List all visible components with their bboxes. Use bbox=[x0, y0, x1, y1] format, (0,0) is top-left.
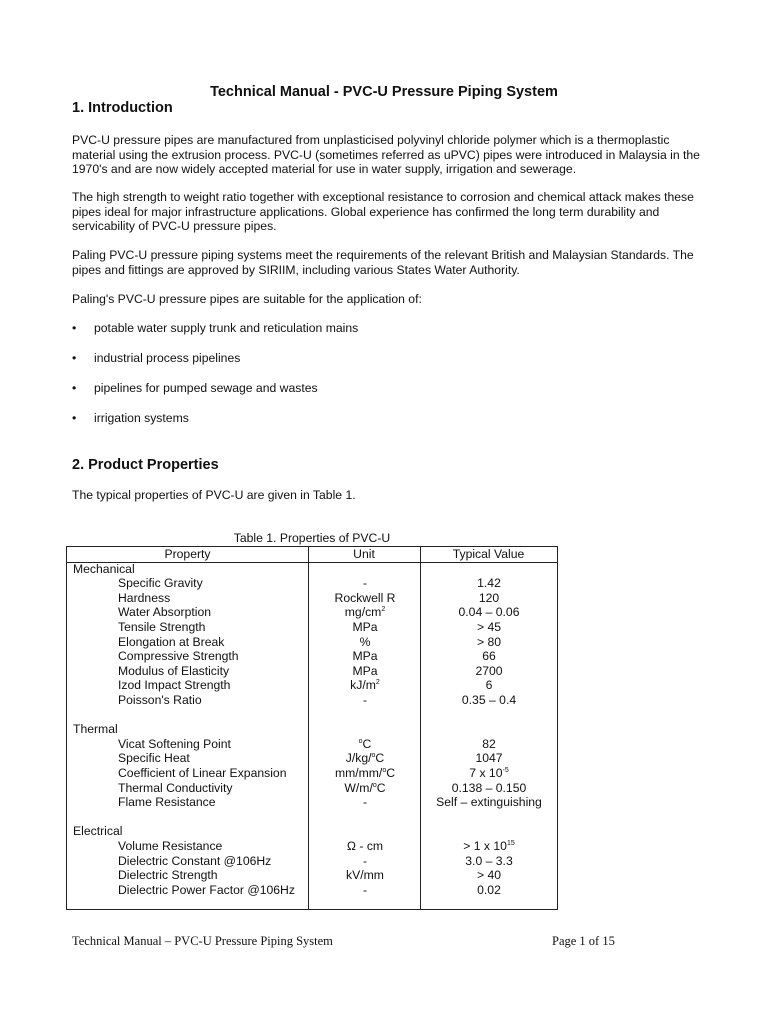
table-cell-property: Compressive Strength bbox=[118, 649, 239, 664]
table-row bbox=[67, 693, 557, 708]
table-row bbox=[67, 649, 557, 664]
table-header-property: Property bbox=[164, 547, 211, 561]
table-row bbox=[67, 737, 557, 752]
table-cell-unit: MPa bbox=[352, 649, 378, 664]
table-row bbox=[67, 678, 557, 693]
table-cell-value: Self – extinguishing bbox=[436, 795, 542, 810]
table-header-typical-value: Typical Value bbox=[452, 547, 525, 561]
table-category-row bbox=[67, 824, 557, 839]
bullet-icon: • bbox=[72, 381, 77, 395]
table-cell-unit: $mg/cm^2$ bbox=[344, 605, 386, 620]
table-row bbox=[67, 795, 557, 810]
table-cell-value: 6 bbox=[485, 678, 493, 693]
table-cell-value: 0.138 – 0.150 bbox=[451, 780, 527, 795]
table-row bbox=[67, 620, 557, 635]
section-heading-product-properties: 2. Product Properties bbox=[72, 457, 219, 473]
table-cell-property: Flame Resistance bbox=[118, 795, 216, 810]
table-cell-value: > 45 bbox=[476, 619, 502, 634]
footer-title: Technical Manual – PVC-U Pressure Piping System bbox=[72, 934, 333, 948]
unit-superscript: 2 bbox=[381, 606, 386, 614]
table-cell-value: 0.35 – 0.4 bbox=[461, 692, 517, 707]
table-cell-unit: MPa bbox=[352, 663, 378, 678]
unit-superscript: o bbox=[358, 737, 363, 745]
table-row bbox=[67, 591, 557, 606]
table-cell-value: 1.42 bbox=[477, 576, 501, 591]
table-cell-value: 1047 bbox=[475, 751, 503, 766]
table-cell-unit: MPa bbox=[352, 619, 378, 634]
table-cell-value: 7 x $10^{-5}$ bbox=[469, 765, 509, 780]
table-cell-value: > 80 bbox=[476, 634, 502, 649]
table-cell-unit: kV/mm bbox=[346, 868, 384, 883]
table-cell-property: Elongation at Break bbox=[118, 634, 225, 649]
table-cell-value: 82 bbox=[482, 736, 496, 751]
table-cell-unit: Ω - cm bbox=[346, 838, 384, 853]
table-spacer-row bbox=[67, 708, 557, 723]
intro-paragraph-4: Paling's PVC-U pressure pipes are suitable for the application of: bbox=[72, 292, 422, 306]
table-row bbox=[67, 664, 557, 679]
intro-paragraph-3: Paling PVC-U pressure piping systems meet the requirements of the relevant British and Malaysian Standards. The pipes and fittings are approved by SIRIIM, including various States Water Authority. bbox=[72, 248, 694, 277]
table-category-label: Thermal bbox=[73, 722, 118, 737]
table-cell-property: Dielectric Power Factor @106Hz bbox=[118, 882, 295, 897]
intro-paragraph-2: The high strength to weight ratio together with exceptional resistance to corrosion and chemical attack makes these pipes ideal for major infrastructure applications. Global experience has confirmed the long term durability and servicability of PVC-U pressure pipes. bbox=[72, 190, 694, 234]
table-caption: Table 1. Properties of PVC-U bbox=[233, 531, 391, 545]
table-cell-unit: $^o$C bbox=[358, 736, 372, 751]
table-cell-unit: - bbox=[362, 576, 368, 591]
bullet-icon: • bbox=[72, 321, 77, 335]
product-properties-intro: The typical properties of PVC-U are given in Table 1. bbox=[72, 488, 356, 502]
table-row bbox=[67, 605, 557, 620]
table-cell-property: Izod Impact Strength bbox=[118, 678, 231, 693]
table-cell-value: 3.0 – 3.3 bbox=[465, 853, 513, 868]
table-cell-value: 2700 bbox=[475, 663, 503, 678]
table-category-row bbox=[67, 562, 557, 577]
table-cell-property: Dielectric Strength bbox=[118, 868, 218, 883]
table-cell-property: Volume Resistance bbox=[118, 838, 223, 853]
table-cell-property: Thermal Conductivity bbox=[118, 780, 233, 795]
table-cell-property: Poisson's Ratio bbox=[118, 692, 202, 707]
footer-page-number: Page 1 of 15 bbox=[552, 934, 615, 948]
table-spacer-row bbox=[67, 810, 557, 825]
unit-superscript: o bbox=[382, 766, 387, 774]
table-cell-value: > 1 x $10^{15}$ bbox=[463, 838, 515, 853]
table-cell-value: 0.04 – 0.06 bbox=[458, 605, 520, 620]
table-category-label: Mechanical bbox=[73, 561, 135, 576]
table-cell-unit: Rockwell R bbox=[334, 590, 396, 605]
bullet-icon: • bbox=[72, 351, 77, 365]
table-cell-property: Coefficient of Linear Expansion bbox=[118, 765, 287, 780]
properties-table bbox=[66, 546, 558, 910]
bullet-icon: • bbox=[72, 411, 77, 425]
table-row bbox=[67, 839, 557, 854]
table-cell-unit: - bbox=[362, 882, 368, 897]
unit-superscript: o bbox=[371, 752, 376, 760]
table-cell-property: Hardness bbox=[118, 590, 171, 605]
table-category-row bbox=[67, 722, 557, 737]
table-cell-unit: - bbox=[362, 853, 368, 868]
intro-paragraph-1: PVC-U pressure pipes are manufactured from unplasticised polyvinyl chloride polymer which is a thermoplastic material using the extrusion process. PVC-U (sometimes referred as uPVC) pipes were introduced in Malaysia in the 1970's and are now widely accepted material for use in water supply, irrigation and sewerage. bbox=[72, 133, 700, 177]
table-cell-unit: - bbox=[362, 692, 368, 707]
table-cell-unit: J/kg/$^o$C bbox=[345, 751, 385, 766]
value-superscript: 15 bbox=[506, 839, 515, 847]
table-row bbox=[67, 576, 557, 591]
table-cell-property: Water Absorption bbox=[118, 605, 212, 620]
table-cell-value: 66 bbox=[482, 649, 496, 664]
table-cell-unit: $kJ/m^2$ bbox=[350, 678, 380, 693]
unit-superscript: o bbox=[372, 781, 377, 789]
table-cell-property: Specific Gravity bbox=[118, 576, 203, 591]
table-cell-unit: - bbox=[362, 795, 368, 810]
table-row bbox=[67, 883, 557, 898]
unit-superscript: 2 bbox=[375, 679, 380, 687]
table-cell-property: Vicat Softening Point bbox=[118, 736, 231, 751]
table-header-unit: Unit bbox=[353, 547, 375, 561]
table-cell-value: 120 bbox=[478, 590, 500, 605]
table-row bbox=[67, 781, 557, 796]
table-cell-value: > 40 bbox=[476, 868, 502, 883]
table-cell-property: Modulus of Elasticity bbox=[118, 663, 230, 678]
table-cell-unit: % bbox=[359, 634, 371, 649]
table-row bbox=[67, 766, 557, 781]
table-row bbox=[67, 751, 557, 766]
document-title: Technical Manual - PVC-U Pressure Piping System bbox=[210, 84, 558, 100]
table-cell-property: Specific Heat bbox=[118, 751, 190, 766]
table-cell-unit: mm/mm/$^o$C bbox=[334, 765, 396, 780]
section-heading-introduction: 1. Introduction bbox=[72, 100, 173, 116]
table-category-label: Electrical bbox=[73, 824, 123, 839]
table-cell-property: Tensile Strength bbox=[118, 619, 206, 634]
value-superscript: -5 bbox=[502, 766, 509, 774]
table-cell-unit: W/m/$^o$C bbox=[344, 780, 386, 795]
table-row bbox=[67, 868, 557, 883]
table-row bbox=[67, 635, 557, 650]
table-cell-property: Dielectric Constant @106Hz bbox=[118, 853, 272, 868]
table-row bbox=[67, 854, 557, 869]
table-cell-value: 0.02 bbox=[477, 882, 501, 897]
